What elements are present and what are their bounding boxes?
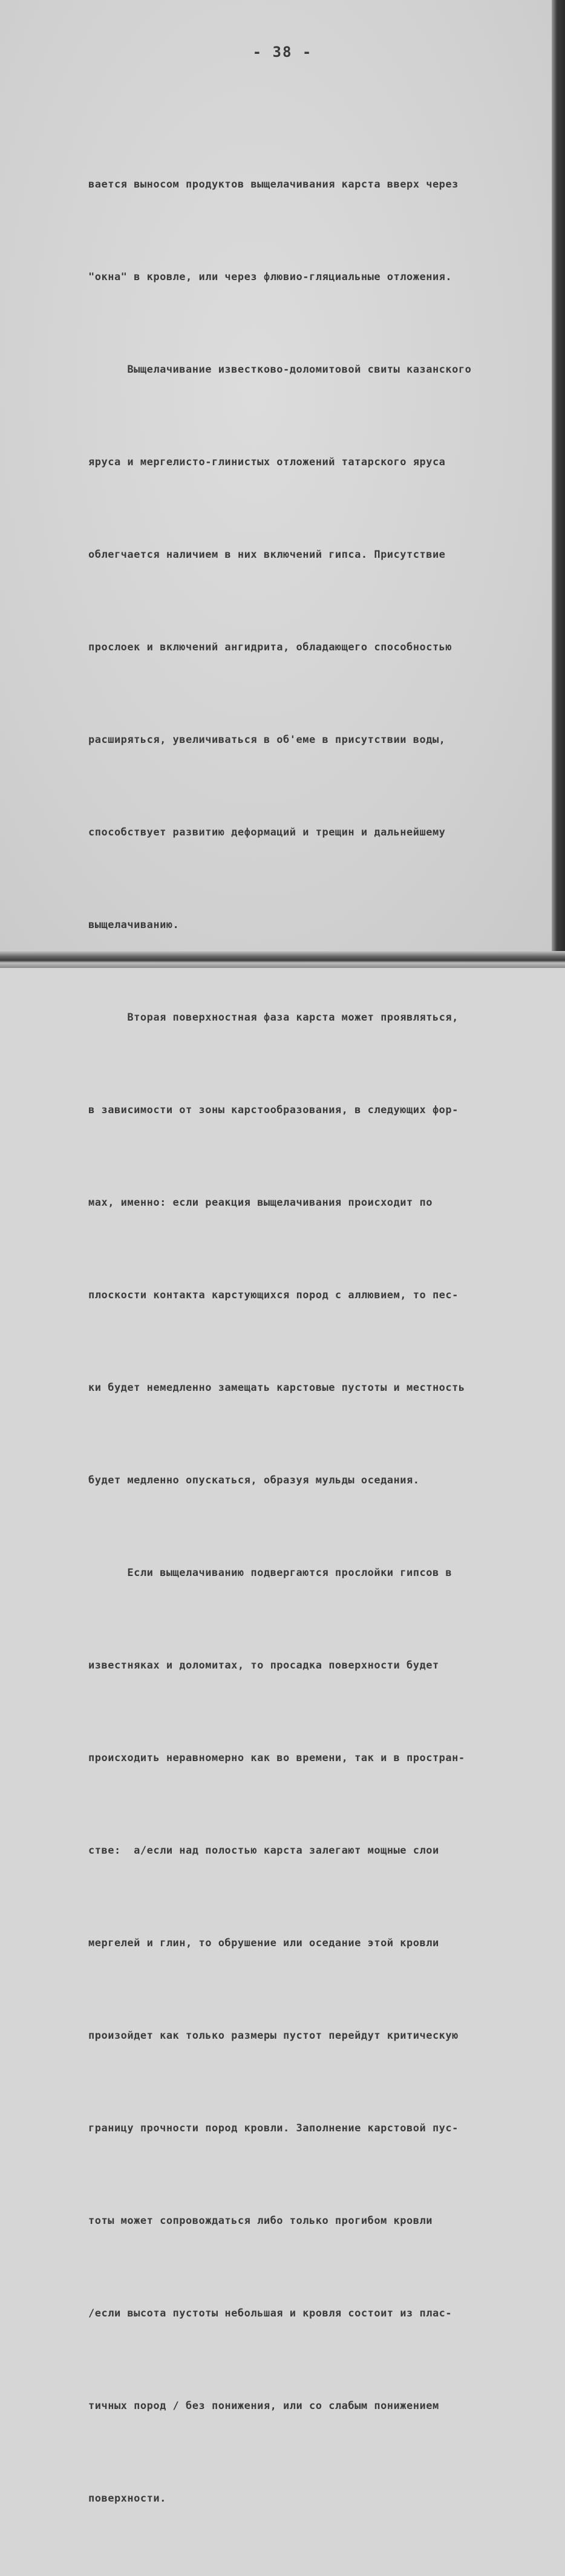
text-line: границу прочности пород кровли. Заполнение карстовой пус- (88, 2122, 459, 2134)
text-line: Выщелачивание известково-доломитовой свиты казанского (88, 364, 472, 376)
text-line: Вторая поверхностная фаза карста может проявляться, (88, 1012, 459, 1024)
text-line: будет медленно опускаться, образуя мульды оседания. (88, 1474, 420, 1486)
text-line: плоскости контакта карстующихся пород с аллювием, то пес- (88, 1289, 459, 1301)
text-line: тичных пород / без понижения, или со слабым понижением (88, 2400, 439, 2412)
text-line: мергелей и глин, то обрушение или оседание этой кровли (88, 1937, 439, 1949)
text-line: произойдет как только размеры пустот перейдут критическую (88, 2030, 459, 2042)
text-line: яруса и мергелисто-глинистых отложений татарского яруса (88, 456, 446, 468)
text-line: "окна" в кровле, или через флювио-гляциальные отложения. (88, 271, 452, 283)
text-line: /если высота пустоты небольшая и кровля состоит из плас- (88, 2307, 452, 2319)
text-line: происходить неравномерно как во времени, так и в простран- (88, 1752, 465, 1764)
text-line: расширяться, увеличиваться в об'еме в присутствии воды, (88, 734, 446, 746)
text-line: прослоек и включений ангидрита, обладающего способностью (88, 641, 452, 653)
text-line: способствует развитию деформаций и трещин и дальнейшему (88, 826, 446, 839)
text-line: Если выщелачиванию подвергаются прослойки гипсов в (88, 1567, 452, 1579)
text-line: известняках и доломитах, то просадка поверхности будет (88, 1659, 439, 1672)
text-line: мах, именно: если реакция выщелачивания происходит по (88, 1197, 433, 1209)
page-number: - 38 - (252, 44, 313, 60)
text-line: в зависимости от зоны карстообразования, в следующих фор- (88, 1104, 459, 1116)
text-line: выщелачиванию. (88, 919, 180, 931)
page-bottom-edge-shadow (0, 951, 565, 968)
text-line: стве: а/если над полостью карста залегают мощные слои (88, 1845, 439, 1857)
text-line: тоты может сопровождаться либо только прогибом кровли (88, 2215, 433, 2227)
body-text (88, 108, 554, 2576)
text-line: вается выносом продуктов выщелачивания карста вверх через (88, 178, 459, 191)
text-line: облегчается наличием в них включений гипса. Присутствие (88, 549, 446, 561)
text-line: поверхности. (88, 2493, 166, 2505)
text-line: ки будет немедленно замещать карстовые пустоты и местность (88, 1382, 465, 1394)
